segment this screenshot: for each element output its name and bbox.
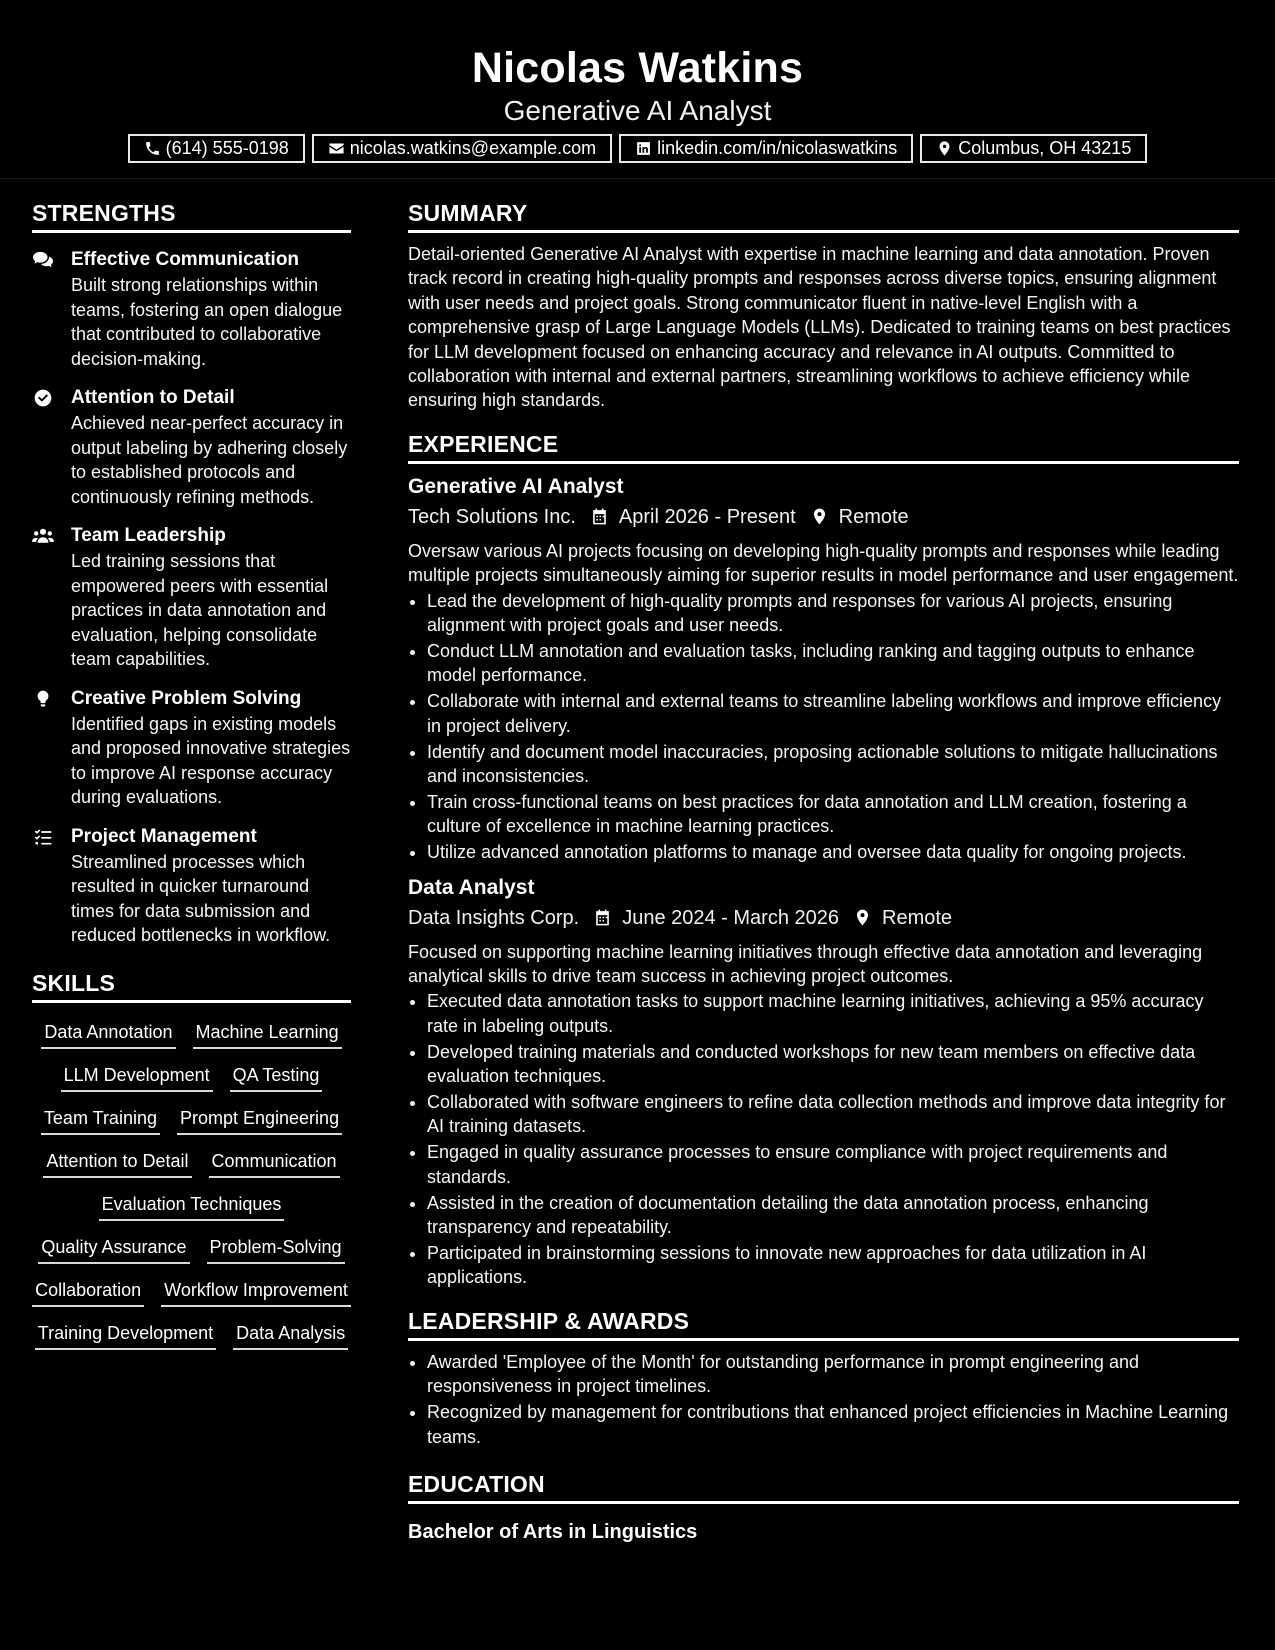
awards-section (408, 1304, 1239, 1449)
bullet-item: • Engaged in quality assurance processes to ensure compliance with project requirements and standards. (427, 1140, 1239, 1189)
job-entry (408, 473, 1239, 865)
contact-linkedin[interactable] (619, 134, 913, 163)
skill-tag: Prompt Engineering (177, 1106, 342, 1135)
summary-divider (408, 230, 1239, 233)
bullet-item: • Collaborated with software engineers to refine data collection methods and improve data integrity for AI training datasets. (427, 1090, 1239, 1139)
education-degree: Bachelor of Arts in Linguistics (408, 1520, 698, 1543)
job-meta (408, 903, 1239, 933)
map-pin-icon (936, 140, 953, 157)
map-pin-icon (853, 908, 872, 927)
strength-item (32, 686, 351, 810)
education-divider (408, 1501, 1239, 1504)
bullet-item: • Assisted in the creation of documentation detailing the data annotation process, enhancing transparency and repeatability. (427, 1191, 1239, 1240)
skill-tag: Team Training (41, 1106, 160, 1135)
strength-desc: Built strong relationships within teams, fostering an open dialogue that contributed to collaborative decision-making. (71, 275, 343, 369)
users-icon (32, 526, 55, 546)
bullet-item: • Train cross-functional teams on best practices for data annotation and LLM creation, fostering a culture of excellence in machine learning practices. (427, 790, 1239, 839)
experience-divider (408, 461, 1239, 464)
contact-location-text: Columbus, OH 43215 (958, 138, 1132, 158)
job-bullets (408, 589, 1239, 865)
skill-tag: Workflow Improvement (161, 1278, 351, 1307)
strength-item (32, 247, 351, 371)
skill-tag: Communication (209, 1149, 340, 1178)
skill-tag: QA Testing (230, 1063, 323, 1092)
strength-title: Team Leadership (71, 525, 226, 546)
job-description: Focused on supporting machine learning initiatives through effective data annotation and leveraging analytical skills to drive team success in achieving project outcomes. (408, 941, 1203, 987)
job-entry (408, 874, 1239, 1290)
awards-list (408, 1350, 1239, 1449)
summary-text: Detail-oriented Generative AI Analyst with expertise in machine learning and data annotation. Proven track record in creating high-quality prompts and responses across diverse topics, ensuring alignment with user needs and project goals. Strong communicator fluent in native-level English with a comprehensive grasp of Large Language Models (LLMs). Dedicated to training teams on best practices for LLM development focused on enhancing accuracy and relevance in AI outputs. Committed to collaboration with internal and external partners, streamlining workflows to achieve efficiency while ensuring high standards. (408, 244, 1231, 411)
strength-title: Creative Problem Solving (71, 687, 302, 709)
contact-phone-text: (614) 555-0198 (165, 138, 289, 158)
strengths-section (32, 196, 351, 948)
job-meta (408, 502, 1239, 532)
awards-heading: LEADERSHIP & AWARDS (408, 1307, 690, 1334)
skill-tag: Quality Assurance (38, 1235, 189, 1264)
skill-tag: Attention to Detail (43, 1149, 191, 1178)
right-column (408, 196, 1239, 1546)
task-list-icon (32, 827, 55, 847)
summary-heading: SUMMARY (408, 200, 528, 226)
bullet-item: • Collaborate with internal and external teams to streamline labeling workflows and improve efficiency in project delivery. (427, 689, 1239, 738)
skill-tag: Data Analysis (233, 1321, 348, 1350)
skills-divider (32, 1000, 351, 1003)
strengths-divider (32, 230, 351, 233)
candidate-title: Generative AI Analyst (503, 95, 772, 126)
education-heading: EDUCATION (408, 1470, 545, 1497)
phone-icon (144, 140, 161, 157)
job-dates: June 2024 - March 2026 (622, 906, 840, 929)
strength-item (32, 385, 351, 509)
linkedin-icon (635, 140, 652, 157)
skills-heading: SKILLS (32, 969, 115, 996)
strengths-heading: STRENGTHS (32, 200, 176, 226)
skill-tag: Problem-Solving (207, 1235, 345, 1264)
lightbulb-icon (32, 689, 55, 709)
skill-tag: Evaluation Techniques (99, 1192, 285, 1221)
contact-bar (0, 134, 1275, 163)
strength-title: Attention to Detail (71, 387, 235, 408)
skills-list (32, 1020, 351, 1350)
strength-desc: Achieved near-perfect accuracy in output labeling by adhering closely to established protocols and continuously refining methods. (71, 413, 348, 507)
job-location: Remote (882, 906, 953, 929)
strength-title: Project Management (71, 825, 257, 847)
strength-desc: Led training sessions that empowered peers with essential practices in data annotation and evaluation, helping consolidate team capabilities. (71, 551, 329, 669)
resume-header (0, 0, 1275, 179)
job-title: Generative AI Analyst (408, 474, 624, 498)
job-description: Oversaw various AI projects focusing on developing high-quality prompts and responses while leading multiple projects simultaneously aiming for superior results in model performance and user engagement. (408, 540, 1239, 586)
skills-section (32, 966, 351, 1350)
job-title: Data Analyst (408, 875, 535, 899)
bullet-item: • Executed data annotation tasks to support machine learning initiatives, achieving a 95% accuracy rate in labeling outputs. (427, 989, 1239, 1038)
awards-divider (408, 1338, 1239, 1341)
award-item: • Awarded 'Employee of the Month' for outstanding performance in prompt engineering and responsiveness in project timelines. (427, 1350, 1239, 1399)
skill-tag: Data Annotation (41, 1020, 175, 1049)
job-dates: April 2026 - Present (618, 505, 796, 528)
job-company: Tech Solutions Inc. (408, 505, 576, 528)
contact-linkedin-text: linkedin.com/in/nicolaswatkins (657, 138, 898, 158)
strength-desc: Identified gaps in existing models and proposed innovative strategies to improve AI response accuracy during evaluations. (71, 713, 351, 807)
contact-email-text: nicolas.watkins@example.com (349, 138, 597, 158)
skill-tag: Collaboration (32, 1278, 144, 1307)
strength-desc: Streamlined processes which resulted in quicker turnaround times for data submission and reduced bottlenecks in workflow. (71, 851, 331, 945)
skill-tag: Training Development (35, 1321, 216, 1350)
contact-phone[interactable] (128, 134, 305, 163)
comments-icon (32, 250, 55, 270)
job-location: Remote (838, 505, 909, 528)
contact-email[interactable] (312, 134, 612, 163)
strength-title: Effective Communication (71, 249, 300, 270)
education-section (408, 1467, 1239, 1546)
bullet-item: • Utilize advanced annotation platforms to manage and oversee data quality for ongoing projects. (427, 840, 1239, 864)
skill-tag: LLM Development (61, 1063, 213, 1092)
contact-location[interactable] (920, 134, 1147, 163)
calendar-icon (593, 908, 612, 927)
strength-item (32, 824, 351, 948)
job-company: Data Insights Corp. (408, 906, 580, 929)
summary-section (408, 196, 1239, 413)
bullet-item: • Developed training materials and conducted workshops for new team members on effective data evaluation techniques. (427, 1040, 1239, 1089)
check-circle-icon (32, 388, 55, 408)
candidate-name: Nicolas Watkins (471, 44, 804, 92)
experience-section (408, 427, 1239, 1290)
bullet-item: • Conduct LLM annotation and evaluation tasks, including ranking and tagging outputs to enhance model performance. (427, 639, 1239, 688)
bullet-item: • Identify and document model inaccuracies, proposing actionable solutions to mitigate hallucinations and inconsistencies. (427, 740, 1239, 789)
bullet-item: • Participated in brainstorming sessions to innovate new approaches for data utilization in AI applications. (427, 1241, 1239, 1290)
job-bullets (408, 989, 1239, 1289)
calendar-icon (590, 507, 609, 526)
award-item: • Recognized by management for contributions that enhanced project efficiencies in Machine Learning teams. (427, 1400, 1239, 1449)
strength-item (32, 523, 351, 672)
skill-tag: Machine Learning (193, 1020, 342, 1049)
left-column (32, 196, 351, 1350)
map-pin-icon (810, 507, 829, 526)
bullet-item: • Lead the development of high-quality prompts and responses for various AI projects, ensuring alignment with project goals and user needs. (427, 589, 1239, 638)
envelope-icon (328, 140, 345, 157)
experience-heading: EXPERIENCE (408, 430, 559, 457)
